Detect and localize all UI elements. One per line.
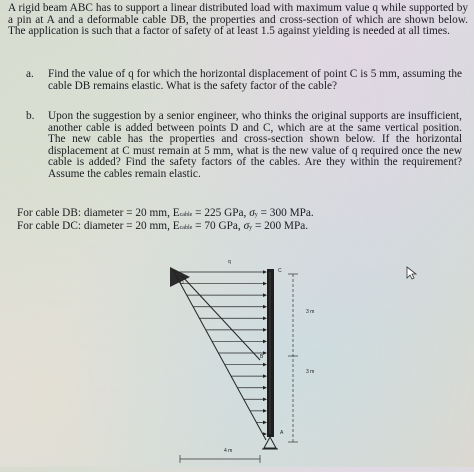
- label-d: D: [180, 280, 184, 286]
- part-a: [26, 69, 462, 92]
- part-a-marker: a.: [26, 68, 34, 80]
- load-arrow-head: [263, 282, 267, 286]
- label-c: C: [278, 268, 282, 274]
- beam-figure: [168, 259, 343, 467]
- load-arrow-head: [263, 351, 267, 355]
- mouse-cursor-icon: [404, 266, 418, 280]
- cable-dc-spec: [17, 220, 308, 234]
- cable-db-spec: [17, 207, 314, 221]
- cable-db-diameter: diameter = 20 mm,: [83, 207, 170, 219]
- load-arrow-head: [263, 421, 267, 425]
- cable-dc-diameter: diameter = 20 mm,: [83, 220, 170, 232]
- cable-dc-label: For cable DC:: [17, 220, 82, 232]
- part-b-marker: b.: [26, 110, 35, 122]
- beam-diagram-svg: [168, 262, 343, 467]
- part-b-text: Upon the suggestion by a senior engineer, who thinks the original supports are insufficient, another cable is added between points D and C, which are at the same vertical position. The new cable has the properties and cross-section shown below. If the horizontal displacement at C must remain at 5 mm, what is the new value of q required once the new cable is added? Find the safety factors of the cables. Are they within the requirement? Assume the cables remain elastic.: [48, 110, 462, 180]
- load-arrow-head: [263, 409, 267, 413]
- label-b: B: [260, 354, 264, 360]
- label-dim-horizontal: 4 m: [224, 448, 233, 454]
- load-arrow-head: [263, 432, 267, 436]
- label-q: q: [228, 259, 231, 265]
- load-arrow-head: [263, 397, 267, 401]
- cable-db-yield: σy = 300 MPa.: [249, 207, 314, 219]
- problem-intro: A rigid beam ABC has to support a linear distributed load with maximum value q while supported by a pin at A and a deformable cable DB, the properties and cross-section of which are shown below. The application is such that a factor of safety of at least 1.5 against yielding is needed at all times.: [8, 2, 468, 38]
- load-arrow-head: [263, 328, 267, 332]
- load-arrow-head: [263, 305, 267, 309]
- cable-db-modulus: Ecable = 225 GPa,: [172, 207, 247, 219]
- part-list-b: [26, 111, 462, 181]
- cable-dc-modulus: Ecable = 70 GPa,: [172, 220, 241, 232]
- part-list: [26, 69, 462, 92]
- load-arrow-head: [263, 374, 267, 378]
- load-envelope-line: [173, 270, 266, 440]
- load-arrow-head: [263, 316, 267, 320]
- cable-db-label: For cable DB:: [17, 207, 82, 219]
- part-b: [26, 111, 462, 181]
- label-dim-lower: 3 m: [306, 369, 315, 375]
- load-arrow-head: [263, 363, 267, 367]
- load-arrow-head: [263, 386, 267, 390]
- load-arrow-head: [263, 293, 267, 297]
- part-a-text: Find the value of q for which the horizontal displacement of point C is 5 mm, assuming the cable DB remains elastic. What is the safety factor of the cable?: [48, 68, 462, 92]
- rigid-beam: [267, 269, 274, 437]
- label-a: A: [280, 430, 284, 436]
- cable-dc-yield: σy = 200 MPa.: [243, 220, 309, 232]
- load-arrow-head: [263, 340, 267, 344]
- load-arrow-head: [263, 270, 267, 274]
- label-dim-upper: 3 m: [306, 309, 315, 315]
